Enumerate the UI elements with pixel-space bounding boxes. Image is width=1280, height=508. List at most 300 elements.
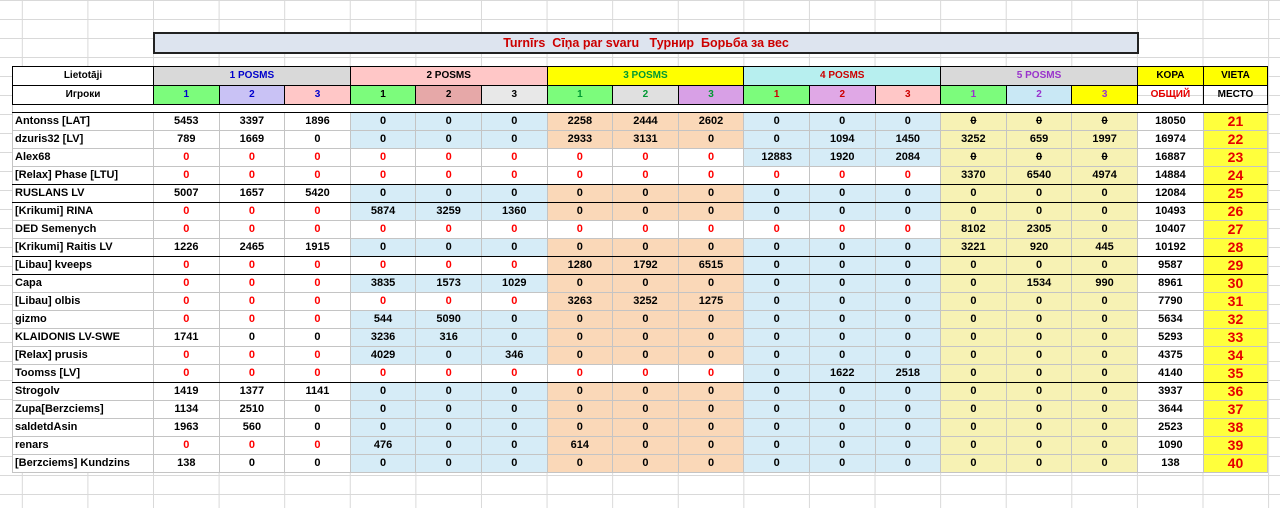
score-cell-s1-r1[interactable]: 0	[154, 365, 220, 383]
score-cell-s5-r2[interactable]: 0	[1006, 383, 1072, 401]
total-header-ru[interactable]: ОБЩИЙ	[1137, 86, 1203, 105]
score-cell-s1-r2[interactable]: 0	[219, 455, 285, 473]
score-cell-s5-r3[interactable]: 0	[1072, 257, 1138, 275]
score-cell-s1-r3[interactable]: 0	[285, 167, 351, 185]
table-row[interactable]	[13, 221, 1268, 239]
player-name[interactable]: [Krikumi] Raitis LV	[13, 239, 154, 257]
score-cell-s2-r1[interactable]: 0	[350, 455, 416, 473]
score-cell-s1-r1[interactable]: 5453	[154, 113, 220, 131]
score-cell-s4-r3[interactable]: 0	[875, 401, 941, 419]
score-cell-s1-r2[interactable]: 0	[219, 437, 285, 455]
stage-header-5[interactable]: 5 POSMS	[941, 67, 1138, 86]
place-cell[interactable]: 26	[1203, 203, 1267, 221]
player-name[interactable]: gizmo	[13, 311, 154, 329]
score-cell-s3-r1[interactable]: 0	[547, 311, 613, 329]
player-name[interactable]: [Relax] prusis	[13, 347, 154, 365]
score-cell-s4-r1[interactable]: 12883	[744, 149, 810, 167]
round-header-s1-r3[interactable]: 3	[285, 86, 351, 105]
score-cell-s4-r3[interactable]: 0	[875, 257, 941, 275]
score-cell-s1-r2[interactable]: 2510	[219, 401, 285, 419]
player-name[interactable]: Alex68	[13, 149, 154, 167]
score-cell-s4-r2[interactable]: 0	[809, 257, 875, 275]
score-cell-s3-r1[interactable]: 0	[547, 329, 613, 347]
score-cell-s4-r1[interactable]: 0	[744, 437, 810, 455]
table-row[interactable]	[13, 347, 1268, 365]
player-name[interactable]: [Krikumi] RINA	[13, 203, 154, 221]
player-name[interactable]: saldetdAsin	[13, 419, 154, 437]
score-cell-s5-r3[interactable]: 1997	[1072, 131, 1138, 149]
table-row[interactable]	[13, 329, 1268, 347]
score-cell-s5-r2[interactable]: 1534	[1006, 275, 1072, 293]
score-cell-s1-r1[interactable]: 1419	[154, 383, 220, 401]
score-cell-s5-r1[interactable]: 8102	[941, 221, 1007, 239]
player-name[interactable]: DED Semenych	[13, 221, 154, 239]
score-cell-s1-r3[interactable]: 0	[285, 131, 351, 149]
score-cell-s3-r2[interactable]: 0	[613, 185, 679, 203]
table-row[interactable]	[13, 437, 1268, 455]
score-cell-s3-r2[interactable]: 0	[613, 365, 679, 383]
score-cell-s3-r2[interactable]: 3131	[613, 131, 679, 149]
player-name[interactable]: Toomss [LV]	[13, 365, 154, 383]
score-cell-s5-r2[interactable]: 659	[1006, 131, 1072, 149]
score-cell-s1-r2[interactable]: 0	[219, 293, 285, 311]
score-cell-s3-r2[interactable]: 3252	[613, 293, 679, 311]
score-cell-s5-r2[interactable]: 0	[1006, 311, 1072, 329]
score-cell-s2-r3[interactable]: 0	[481, 131, 547, 149]
score-cell-s5-r2[interactable]: 0	[1006, 203, 1072, 221]
table-row[interactable]	[13, 113, 1268, 131]
score-cell-s5-r2[interactable]: 0	[1006, 185, 1072, 203]
score-cell-s3-r2[interactable]: 0	[613, 419, 679, 437]
score-cell-s3-r1[interactable]: 614	[547, 437, 613, 455]
place-cell[interactable]: 27	[1203, 221, 1267, 239]
total-cell[interactable]: 4140	[1137, 365, 1203, 383]
score-cell-s4-r2[interactable]: 0	[809, 401, 875, 419]
score-cell-s2-r1[interactable]: 0	[350, 113, 416, 131]
score-cell-s4-r2[interactable]: 1622	[809, 365, 875, 383]
score-cell-s5-r3[interactable]: 0	[1072, 203, 1138, 221]
score-cell-s3-r3[interactable]: 6515	[678, 257, 744, 275]
score-cell-s2-r3[interactable]: 0	[481, 329, 547, 347]
score-cell-s1-r1[interactable]: 0	[154, 437, 220, 455]
score-cell-s3-r2[interactable]: 0	[613, 203, 679, 221]
score-cell-s3-r3[interactable]: 0	[678, 455, 744, 473]
player-name[interactable]: KLAIDONIS LV-SWE	[13, 329, 154, 347]
round-header-s5-r1[interactable]: 1	[941, 86, 1007, 105]
score-cell-s1-r1[interactable]: 0	[154, 257, 220, 275]
score-cell-s4-r2[interactable]: 0	[809, 167, 875, 185]
score-cell-s4-r3[interactable]: 0	[875, 311, 941, 329]
score-cell-s5-r3[interactable]: 4974	[1072, 167, 1138, 185]
score-cell-s1-r1[interactable]: 0	[154, 311, 220, 329]
total-cell[interactable]: 14884	[1137, 167, 1203, 185]
score-cell-s3-r3[interactable]: 0	[678, 401, 744, 419]
table-row[interactable]	[13, 275, 1268, 293]
score-cell-s1-r1[interactable]: 0	[154, 149, 220, 167]
score-cell-s2-r3[interactable]: 0	[481, 221, 547, 239]
score-cell-s1-r3[interactable]: 1141	[285, 383, 351, 401]
score-cell-s5-r2[interactable]: 0	[1006, 455, 1072, 473]
round-header-s4-r2[interactable]: 2	[809, 86, 875, 105]
score-cell-s3-r1[interactable]: 0	[547, 347, 613, 365]
score-cell-s4-r2[interactable]: 0	[809, 455, 875, 473]
score-cell-s5-r1[interactable]: 0	[941, 149, 1007, 167]
total-cell[interactable]: 2523	[1137, 419, 1203, 437]
score-cell-s2-r2[interactable]: 0	[416, 455, 482, 473]
score-cell-s2-r1[interactable]: 0	[350, 149, 416, 167]
score-cell-s5-r1[interactable]: 0	[941, 347, 1007, 365]
score-cell-s1-r2[interactable]: 0	[219, 257, 285, 275]
score-cell-s4-r2[interactable]: 0	[809, 293, 875, 311]
table-row[interactable]	[13, 419, 1268, 437]
score-cell-s2-r2[interactable]: 0	[416, 347, 482, 365]
score-cell-s1-r2[interactable]: 560	[219, 419, 285, 437]
score-cell-s3-r2[interactable]: 0	[613, 311, 679, 329]
player-name[interactable]: [Libau] kveeps	[13, 257, 154, 275]
score-cell-s4-r3[interactable]: 0	[875, 419, 941, 437]
score-cell-s2-r1[interactable]: 0	[350, 167, 416, 185]
stage-header-3[interactable]: 3 POSMS	[547, 67, 744, 86]
score-cell-s1-r3[interactable]: 0	[285, 365, 351, 383]
score-cell-s5-r1[interactable]: 0	[941, 383, 1007, 401]
score-cell-s4-r3[interactable]: 1450	[875, 131, 941, 149]
total-cell[interactable]: 10493	[1137, 203, 1203, 221]
score-cell-s2-r1[interactable]: 0	[350, 185, 416, 203]
score-cell-s5-r2[interactable]: 0	[1006, 419, 1072, 437]
score-cell-s1-r2[interactable]: 3397	[219, 113, 285, 131]
score-cell-s4-r1[interactable]: 0	[744, 275, 810, 293]
place-cell[interactable]: 32	[1203, 311, 1267, 329]
score-cell-s2-r2[interactable]: 0	[416, 437, 482, 455]
score-cell-s1-r3[interactable]: 5420	[285, 185, 351, 203]
score-cell-s2-r2[interactable]: 0	[416, 419, 482, 437]
score-cell-s4-r1[interactable]: 0	[744, 347, 810, 365]
total-cell[interactable]: 16887	[1137, 149, 1203, 167]
score-cell-s5-r2[interactable]: 920	[1006, 239, 1072, 257]
score-cell-s3-r2[interactable]: 0	[613, 221, 679, 239]
score-cell-s5-r1[interactable]: 0	[941, 203, 1007, 221]
score-cell-s2-r2[interactable]: 0	[416, 221, 482, 239]
score-cell-s5-r3[interactable]: 990	[1072, 275, 1138, 293]
score-cell-s1-r2[interactable]: 0	[219, 167, 285, 185]
score-cell-s1-r2[interactable]: 1377	[219, 383, 285, 401]
score-cell-s5-r1[interactable]: 3370	[941, 167, 1007, 185]
score-cell-s5-r1[interactable]: 0	[941, 293, 1007, 311]
score-cell-s2-r1[interactable]: 4029	[350, 347, 416, 365]
table-row[interactable]	[13, 131, 1268, 149]
score-cell-s1-r2[interactable]: 0	[219, 347, 285, 365]
score-cell-s3-r3[interactable]: 0	[678, 383, 744, 401]
round-header-s3-r1[interactable]: 1	[547, 86, 613, 105]
score-cell-s2-r2[interactable]: 0	[416, 383, 482, 401]
total-cell[interactable]: 9587	[1137, 257, 1203, 275]
total-cell[interactable]: 7790	[1137, 293, 1203, 311]
score-cell-s2-r3[interactable]: 0	[481, 185, 547, 203]
score-cell-s4-r3[interactable]: 0	[875, 185, 941, 203]
score-cell-s2-r3[interactable]: 0	[481, 293, 547, 311]
score-cell-s1-r3[interactable]: 0	[285, 347, 351, 365]
score-cell-s3-r3[interactable]: 2602	[678, 113, 744, 131]
place-cell[interactable]: 28	[1203, 239, 1267, 257]
score-cell-s2-r1[interactable]: 0	[350, 131, 416, 149]
score-cell-s3-r3[interactable]: 0	[678, 239, 744, 257]
score-cell-s2-r2[interactable]: 0	[416, 239, 482, 257]
score-cell-s2-r3[interactable]: 0	[481, 419, 547, 437]
score-cell-s5-r3[interactable]: 0	[1072, 113, 1138, 131]
score-cell-s5-r3[interactable]: 0	[1072, 419, 1138, 437]
score-cell-s3-r2[interactable]: 0	[613, 383, 679, 401]
score-cell-s5-r3[interactable]: 0	[1072, 455, 1138, 473]
score-cell-s1-r1[interactable]: 1963	[154, 419, 220, 437]
score-cell-s2-r1[interactable]: 5874	[350, 203, 416, 221]
score-cell-s5-r1[interactable]: 0	[941, 419, 1007, 437]
score-cell-s5-r3[interactable]: 0	[1072, 149, 1138, 167]
place-cell[interactable]: 23	[1203, 149, 1267, 167]
score-cell-s2-r2[interactable]: 316	[416, 329, 482, 347]
score-cell-s5-r1[interactable]: 0	[941, 455, 1007, 473]
score-cell-s3-r3[interactable]: 0	[678, 185, 744, 203]
score-cell-s4-r3[interactable]: 0	[875, 437, 941, 455]
place-cell[interactable]: 40	[1203, 455, 1267, 473]
round-header-s4-r1[interactable]: 1	[744, 86, 810, 105]
round-header-s3-r2[interactable]: 2	[613, 86, 679, 105]
score-cell-s5-r2[interactable]: 0	[1006, 329, 1072, 347]
place-cell[interactable]: 31	[1203, 293, 1267, 311]
score-cell-s5-r1[interactable]: 3221	[941, 239, 1007, 257]
place-cell[interactable]: 39	[1203, 437, 1267, 455]
score-cell-s1-r2[interactable]: 0	[219, 365, 285, 383]
player-name[interactable]: dzuris32 [LV]	[13, 131, 154, 149]
score-cell-s5-r3[interactable]: 0	[1072, 365, 1138, 383]
score-cell-s4-r2[interactable]: 0	[809, 203, 875, 221]
score-cell-s3-r3[interactable]: 0	[678, 167, 744, 185]
score-cell-s2-r3[interactable]: 0	[481, 167, 547, 185]
place-cell[interactable]: 37	[1203, 401, 1267, 419]
total-cell[interactable]: 8961	[1137, 275, 1203, 293]
score-cell-s4-r1[interactable]: 0	[744, 365, 810, 383]
place-cell[interactable]: 38	[1203, 419, 1267, 437]
score-cell-s3-r3[interactable]: 0	[678, 131, 744, 149]
score-cell-s1-r2[interactable]: 1669	[219, 131, 285, 149]
score-cell-s3-r1[interactable]: 2933	[547, 131, 613, 149]
score-cell-s5-r1[interactable]: 0	[941, 437, 1007, 455]
score-cell-s1-r2[interactable]: 0	[219, 275, 285, 293]
score-cell-s1-r3[interactable]: 0	[285, 203, 351, 221]
score-cell-s5-r2[interactable]: 0	[1006, 257, 1072, 275]
score-cell-s1-r2[interactable]: 0	[219, 221, 285, 239]
table-row[interactable]	[13, 149, 1268, 167]
score-cell-s1-r3[interactable]: 0	[285, 419, 351, 437]
score-cell-s2-r2[interactable]: 0	[416, 167, 482, 185]
score-cell-s3-r1[interactable]: 0	[547, 239, 613, 257]
table-row[interactable]	[13, 383, 1268, 401]
score-cell-s4-r2[interactable]: 0	[809, 347, 875, 365]
score-cell-s4-r2[interactable]: 1094	[809, 131, 875, 149]
place-cell[interactable]: 34	[1203, 347, 1267, 365]
score-cell-s5-r1[interactable]: 0	[941, 275, 1007, 293]
score-cell-s1-r1[interactable]: 1226	[154, 239, 220, 257]
score-cell-s3-r3[interactable]: 0	[678, 203, 744, 221]
score-cell-s3-r1[interactable]: 0	[547, 185, 613, 203]
round-header-s1-r1[interactable]: 1	[154, 86, 220, 105]
score-cell-s3-r2[interactable]: 0	[613, 275, 679, 293]
score-cell-s3-r1[interactable]: 2258	[547, 113, 613, 131]
score-cell-s5-r1[interactable]: 0	[941, 329, 1007, 347]
total-header-lv[interactable]: KOPA	[1137, 67, 1203, 86]
score-cell-s3-r2[interactable]: 0	[613, 347, 679, 365]
score-cell-s3-r2[interactable]: 0	[613, 455, 679, 473]
place-cell[interactable]: 21	[1203, 113, 1267, 131]
score-cell-s4-r2[interactable]: 0	[809, 239, 875, 257]
player-name[interactable]: renars	[13, 437, 154, 455]
score-cell-s4-r3[interactable]: 0	[875, 347, 941, 365]
score-cell-s3-r1[interactable]: 0	[547, 401, 613, 419]
score-cell-s3-r3[interactable]: 0	[678, 311, 744, 329]
stage-header-2[interactable]: 2 POSMS	[350, 67, 547, 86]
score-cell-s1-r1[interactable]: 0	[154, 275, 220, 293]
score-cell-s4-r2[interactable]: 0	[809, 383, 875, 401]
score-cell-s3-r3[interactable]: 0	[678, 329, 744, 347]
score-cell-s2-r2[interactable]: 0	[416, 365, 482, 383]
score-cell-s3-r1[interactable]: 0	[547, 455, 613, 473]
score-cell-s1-r2[interactable]: 2465	[219, 239, 285, 257]
score-cell-s2-r2[interactable]: 3259	[416, 203, 482, 221]
score-cell-s2-r3[interactable]: 0	[481, 437, 547, 455]
score-cell-s5-r1[interactable]: 0	[941, 365, 1007, 383]
score-cell-s2-r3[interactable]: 1360	[481, 203, 547, 221]
score-cell-s3-r1[interactable]: 0	[547, 149, 613, 167]
score-cell-s4-r2[interactable]: 0	[809, 275, 875, 293]
score-cell-s4-r2[interactable]: 0	[809, 329, 875, 347]
player-name[interactable]: Capa	[13, 275, 154, 293]
score-cell-s2-r2[interactable]: 5090	[416, 311, 482, 329]
score-cell-s2-r1[interactable]: 0	[350, 419, 416, 437]
total-cell[interactable]: 12084	[1137, 185, 1203, 203]
score-cell-s4-r3[interactable]: 2518	[875, 365, 941, 383]
table-row[interactable]	[13, 365, 1268, 383]
score-cell-s2-r1[interactable]: 0	[350, 239, 416, 257]
score-cell-s1-r3[interactable]: 1915	[285, 239, 351, 257]
place-cell[interactable]: 24	[1203, 167, 1267, 185]
score-cell-s5-r1[interactable]: 3252	[941, 131, 1007, 149]
place-cell[interactable]: 25	[1203, 185, 1267, 203]
score-cell-s4-r1[interactable]: 0	[744, 383, 810, 401]
player-name[interactable]: RUSLANS LV	[13, 185, 154, 203]
score-cell-s1-r3[interactable]: 0	[285, 221, 351, 239]
round-header-s2-r3[interactable]: 3	[481, 86, 547, 105]
player-name[interactable]: Strogolv	[13, 383, 154, 401]
score-cell-s2-r3[interactable]: 0	[481, 383, 547, 401]
score-cell-s4-r3[interactable]: 0	[875, 167, 941, 185]
total-cell[interactable]: 5634	[1137, 311, 1203, 329]
score-cell-s2-r3[interactable]: 0	[481, 149, 547, 167]
score-cell-s4-r3[interactable]: 0	[875, 455, 941, 473]
round-header-s4-r3[interactable]: 3	[875, 86, 941, 105]
score-cell-s5-r2[interactable]: 0	[1006, 149, 1072, 167]
score-cell-s3-r1[interactable]: 1280	[547, 257, 613, 275]
score-cell-s5-r3[interactable]: 0	[1072, 293, 1138, 311]
score-cell-s4-r3[interactable]: 2084	[875, 149, 941, 167]
score-cell-s5-r1[interactable]: 0	[941, 185, 1007, 203]
score-cell-s2-r3[interactable]: 0	[481, 257, 547, 275]
score-cell-s2-r1[interactable]: 0	[350, 221, 416, 239]
total-cell[interactable]: 3937	[1137, 383, 1203, 401]
place-cell[interactable]: 33	[1203, 329, 1267, 347]
score-cell-s4-r1[interactable]: 0	[744, 131, 810, 149]
score-cell-s4-r2[interactable]: 0	[809, 437, 875, 455]
place-cell[interactable]: 29	[1203, 257, 1267, 275]
score-cell-s3-r3[interactable]: 0	[678, 221, 744, 239]
score-cell-s1-r3[interactable]: 0	[285, 401, 351, 419]
score-cell-s3-r2[interactable]: 1792	[613, 257, 679, 275]
score-cell-s5-r1[interactable]: 0	[941, 257, 1007, 275]
score-cell-s1-r3[interactable]: 0	[285, 275, 351, 293]
player-name[interactable]: Antonss [LAT]	[13, 113, 154, 131]
score-cell-s2-r2[interactable]: 0	[416, 185, 482, 203]
score-cell-s5-r2[interactable]: 0	[1006, 347, 1072, 365]
stage-header-4[interactable]: 4 POSMS	[744, 67, 941, 86]
score-cell-s5-r1[interactable]: 0	[941, 401, 1007, 419]
place-cell[interactable]: 22	[1203, 131, 1267, 149]
total-cell[interactable]: 138	[1137, 455, 1203, 473]
round-header-s3-r3[interactable]: 3	[678, 86, 744, 105]
score-cell-s5-r2[interactable]: 0	[1006, 293, 1072, 311]
score-cell-s4-r1[interactable]: 0	[744, 167, 810, 185]
score-cell-s2-r1[interactable]: 476	[350, 437, 416, 455]
score-cell-s4-r1[interactable]: 0	[744, 239, 810, 257]
score-cell-s1-r1[interactable]: 0	[154, 347, 220, 365]
total-cell[interactable]: 5293	[1137, 329, 1203, 347]
table-row[interactable]	[13, 203, 1268, 221]
score-cell-s2-r3[interactable]: 0	[481, 401, 547, 419]
score-cell-s2-r1[interactable]: 0	[350, 365, 416, 383]
score-cell-s4-r1[interactable]: 0	[744, 419, 810, 437]
table-row[interactable]	[13, 293, 1268, 311]
player-name[interactable]: Zupa[Berzciems]	[13, 401, 154, 419]
score-cell-s3-r2[interactable]: 0	[613, 437, 679, 455]
score-cell-s2-r1[interactable]: 544	[350, 311, 416, 329]
score-cell-s3-r3[interactable]: 0	[678, 149, 744, 167]
score-cell-s2-r1[interactable]: 3835	[350, 275, 416, 293]
score-cell-s2-r3[interactable]: 0	[481, 311, 547, 329]
score-cell-s5-r2[interactable]: 0	[1006, 365, 1072, 383]
users-header-lv[interactable]: Lietotāji	[13, 67, 154, 86]
score-cell-s4-r1[interactable]: 0	[744, 455, 810, 473]
total-cell[interactable]: 1090	[1137, 437, 1203, 455]
total-cell[interactable]: 4375	[1137, 347, 1203, 365]
table-row[interactable]	[13, 185, 1268, 203]
score-cell-s3-r1[interactable]: 0	[547, 419, 613, 437]
score-cell-s2-r3[interactable]: 0	[481, 239, 547, 257]
score-cell-s2-r2[interactable]: 1573	[416, 275, 482, 293]
total-cell[interactable]: 3644	[1137, 401, 1203, 419]
score-cell-s5-r2[interactable]: 6540	[1006, 167, 1072, 185]
score-cell-s2-r2[interactable]: 0	[416, 113, 482, 131]
stage-header-1[interactable]: 1 POSMS	[154, 67, 351, 86]
score-cell-s4-r3[interactable]: 0	[875, 203, 941, 221]
score-cell-s1-r1[interactable]: 1134	[154, 401, 220, 419]
score-cell-s4-r2[interactable]: 0	[809, 185, 875, 203]
round-header-s2-r1[interactable]: 1	[350, 86, 416, 105]
score-cell-s3-r1[interactable]: 0	[547, 203, 613, 221]
score-cell-s1-r3[interactable]: 0	[285, 293, 351, 311]
score-cell-s5-r3[interactable]: 0	[1072, 347, 1138, 365]
score-cell-s4-r1[interactable]: 0	[744, 401, 810, 419]
score-cell-s4-r3[interactable]: 0	[875, 329, 941, 347]
score-cell-s3-r2[interactable]: 0	[613, 149, 679, 167]
score-cell-s4-r3[interactable]: 0	[875, 293, 941, 311]
score-cell-s1-r3[interactable]: 1896	[285, 113, 351, 131]
